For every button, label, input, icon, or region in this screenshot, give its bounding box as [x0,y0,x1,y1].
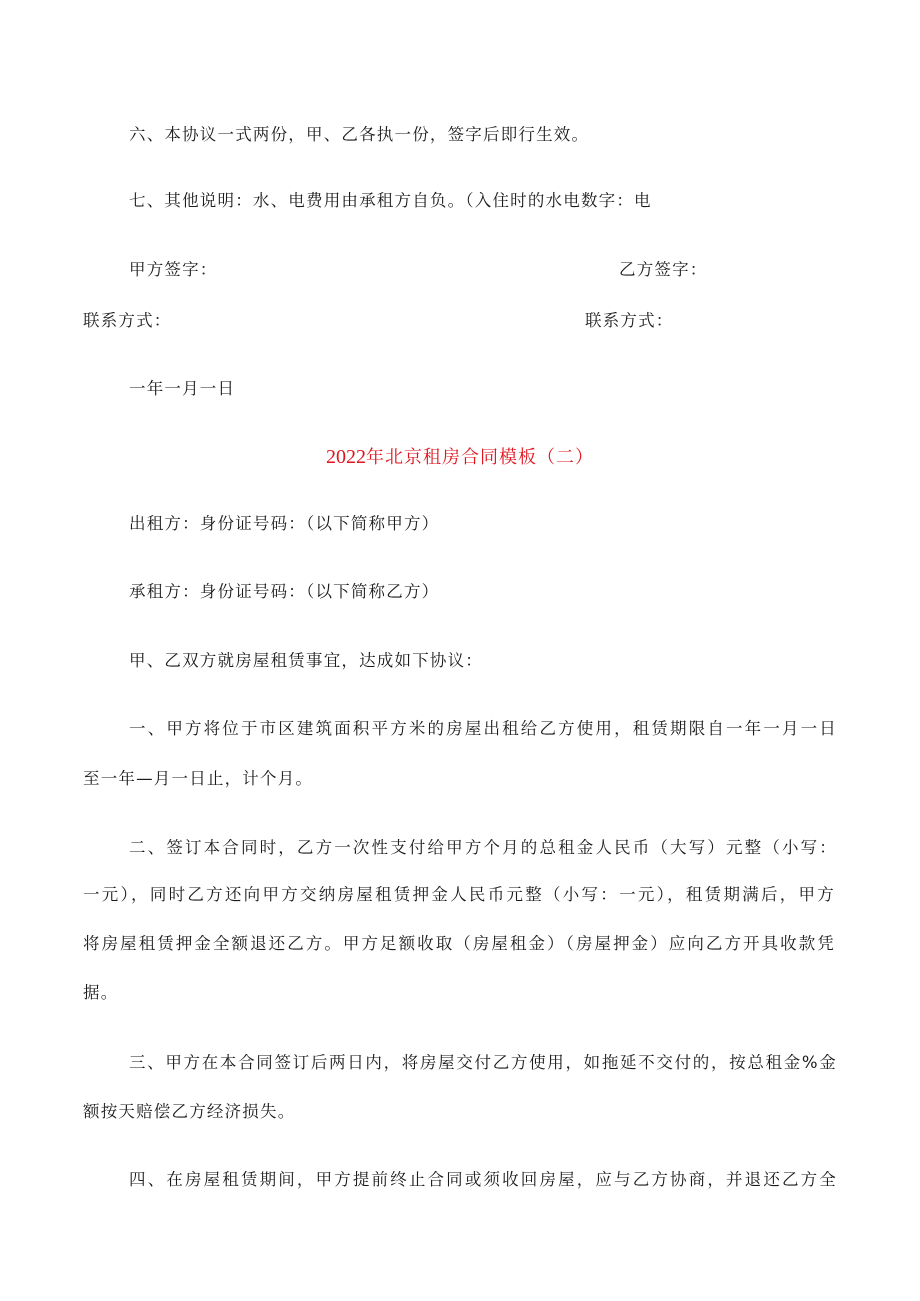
signing-date: 一年一月一日 [129,379,236,398]
party-b-contact-label: 联系方式： [585,311,674,330]
party-a-signature-label: 甲方签字： [129,260,218,279]
clause-3-line-1: 三、甲方在本合同签订后两日内，将房屋交付乙方使用，如拖延不交付的，按总租金%金 [129,1053,837,1072]
clause-2-line-3: 将房屋租赁押金全额退还乙方。甲方足额收取（房屋租金）（房屋押金）应向乙方开具收款凭 [83,934,835,953]
contract-title [326,447,594,467]
clause-6: 六、本协议一式两份，甲、乙各执一份，签字后即行生效。 [129,125,590,144]
clause-1-line-2: 至一年—月一日止，计个月。 [83,769,314,788]
lessor-line: 出租方：身份证号码：（以下简称甲方） [129,514,440,533]
clause-2-line-4: 据。 [83,983,119,1002]
clause-2-line-2: 一元），同时乙方还向甲方交纳房屋租赁押金人民币元整（小写：一元），租赁期满后，甲方 [83,885,835,904]
contract-title-text: 年北京租房合同模板（二） [366,447,594,468]
clause-1-line-1: 一、甲方将位于市区建筑面积平方米的房屋出租给乙方使用，租赁期限自一年一月一日 [129,719,837,738]
party-b-signature-label: 乙方签字： [619,260,708,279]
clause-2-line-1: 二、签订本合同时，乙方一次性支付给甲方个月的总租金人民币（大写）元整（小写： [129,838,837,857]
party-a-contact-label: 联系方式： [83,311,172,330]
contract-title-year: 2022 [326,446,366,468]
lessee-line: 承租方：身份证号码：（以下简称乙方） [129,582,440,601]
intro-line: 甲、乙双方就房屋租赁事宜，达成如下协议： [129,651,483,670]
clause-7: 七、其他说明：水、电费用由承租方自负。（入住时的水电数字：电 [129,191,652,210]
clause-3-line-2: 额按天赔偿乙方经济损失。 [83,1102,296,1121]
clause-4-line-1: 四、在房屋租赁期间，甲方提前终止合同或须收回房屋，应与乙方协商，并退还乙方全 [129,1170,837,1189]
